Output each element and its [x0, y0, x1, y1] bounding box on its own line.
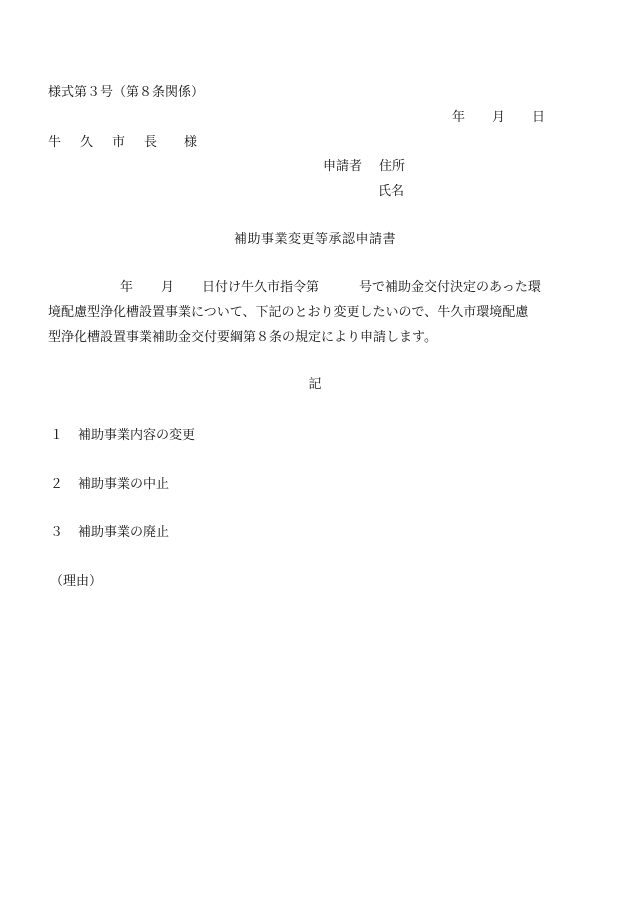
- addressee-honorific: 様: [184, 135, 198, 150]
- name-label: 氏名: [378, 184, 405, 199]
- applicant-name-line: [378, 184, 404, 200]
- addressee-char: 久: [80, 135, 94, 150]
- item-number: １: [50, 428, 64, 443]
- addressee-char: 長: [144, 135, 158, 150]
- reason-label: （理由）: [50, 574, 103, 589]
- date-line: [452, 110, 545, 126]
- addressee: [48, 135, 197, 151]
- list-item: [50, 477, 169, 493]
- item-label: 補助事業の中止: [78, 477, 170, 492]
- date-month-label: 月: [492, 110, 506, 125]
- form-number: 様式第３号（第８条関係）: [48, 85, 205, 100]
- body-year: 年: [120, 280, 134, 295]
- item-number: ２: [50, 477, 64, 492]
- addressee-char: 市: [112, 135, 126, 150]
- date-day-label: 日: [532, 110, 546, 125]
- applicant-address-line: [323, 159, 405, 175]
- body-line-1: [48, 280, 588, 305]
- body-line1-after-num: 号で補助金交付決定のあった環: [359, 280, 541, 295]
- list-item: [50, 428, 195, 444]
- list-item: [50, 525, 169, 541]
- body-line1-rest: 日付け牛久市指令第: [202, 280, 320, 295]
- addressee-char: 牛: [48, 135, 62, 150]
- ki-heading: 記: [308, 377, 322, 392]
- body-paragraph: [48, 280, 588, 355]
- body-line-3: 型浄化槽設置事業補助金交付要綱第８条の規定により申請します。: [48, 330, 437, 345]
- item-number: ３: [50, 525, 64, 540]
- date-year-label: 年: [452, 110, 466, 125]
- document-title: 補助事業変更等承認申請書: [233, 232, 396, 247]
- address-label: 住所: [379, 159, 406, 174]
- body-month: 月: [161, 280, 175, 295]
- item-label: 補助事業の廃止: [78, 525, 170, 540]
- applicant-label: 申請者: [323, 159, 363, 174]
- body-line-2: 境配慮型浄化槽設置事業について、下記のとおり変更したいので、牛久市環境配慮: [48, 305, 529, 320]
- item-label: 補助事業内容の変更: [78, 428, 196, 443]
